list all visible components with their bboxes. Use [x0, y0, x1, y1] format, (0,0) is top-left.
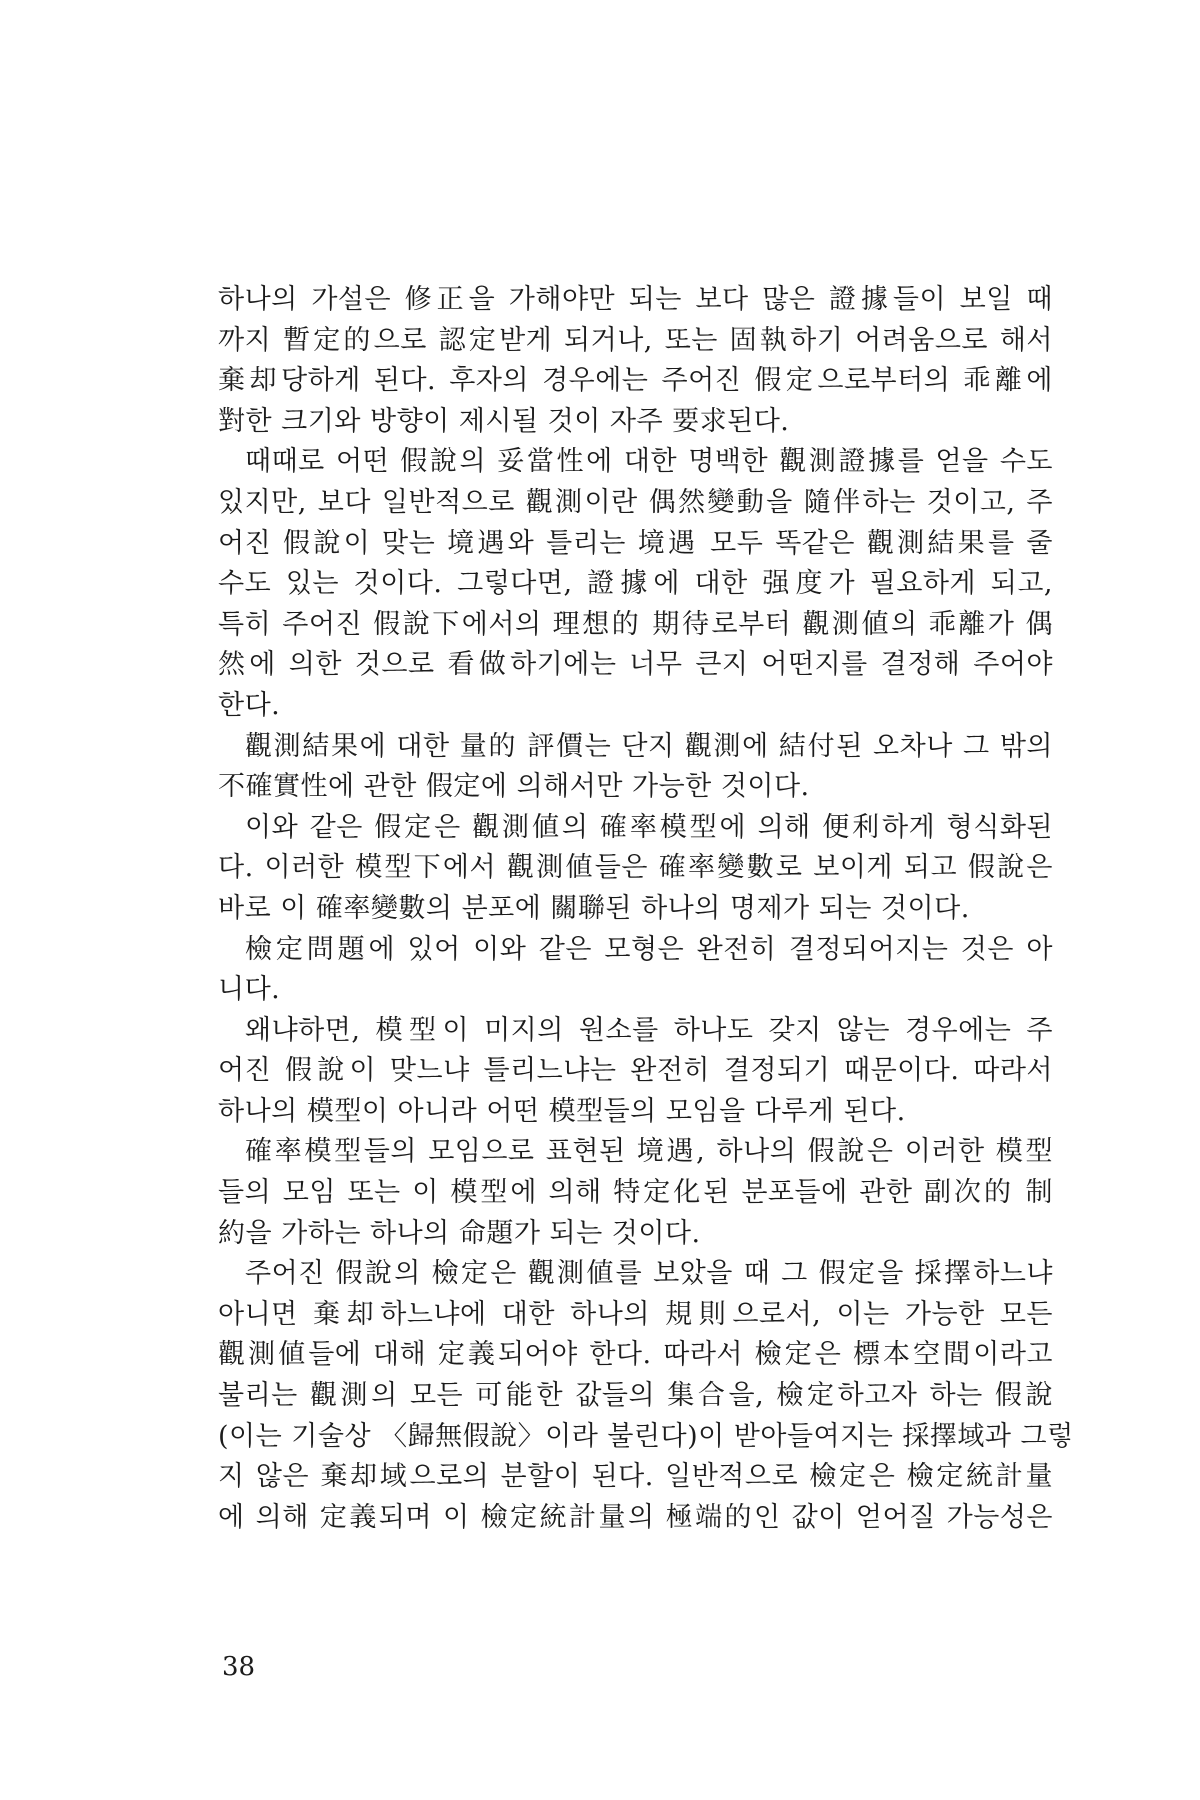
- text-line: 檢定問題에 있어 이와 같은 모형은 완전히 결정되어지는 것은 아: [245, 933, 1053, 965]
- text-line: 어진 假說이 맞느냐 틀리느냐는 완전히 결정되기 때문이다. 따라서: [218, 1055, 1053, 1087]
- text-line: 다. 이러한 模型下에서 觀測値들은 確率變數로 보이게 되고 假說은: [218, 852, 1053, 884]
- text-line: 不確實性에 관한 假定에 의해서만 가능한 것이다.: [218, 771, 810, 803]
- text-line: 있지만, 보다 일반적으로 觀測이란 偶然變動을 隨伴하는 것이고, 주: [218, 486, 1053, 518]
- text-line: 왜냐하면, 模型이 미지의 원소를 하나도 갖지 않는 경우에는 주: [245, 1014, 1053, 1046]
- text-line: 하나의 가설은 修正을 가해야만 되는 보다 많은 證據들이 보일 때: [218, 284, 1053, 315]
- text-line: 아니면 棄却하느냐에 대한 하나의 規則으로서, 이는 가능한 모든: [218, 1298, 1053, 1330]
- text-line: 確率模型들의 모임으로 표현된 境遇, 하나의 假說은 이러한 模型: [245, 1136, 1053, 1168]
- text-line: 주어진 假說의 檢定은 觀測値를 보았을 때 그 假定을 採擇하느냐: [245, 1258, 1053, 1290]
- text-line: 이와 같은 假定은 觀測値의 確率模型에 의해 便利하게 형식화된: [245, 811, 1053, 843]
- text-line: 然에 의한 것으로 看做하기에는 너무 큰지 어떤지를 결정해 주어야: [218, 649, 1053, 681]
- text-line: 하나의 模型이 아니라 어떤 模型들의 모임을 다루게 된다.: [218, 1095, 906, 1127]
- text-line: 니다.: [218, 974, 281, 1006]
- text-line: 들의 모임 또는 이 模型에 의해 特定化된 분포들에 관한 副次的 制: [218, 1177, 1053, 1209]
- text-line: 對한 크기와 방향이 제시될 것이 자주 要求된다.: [218, 405, 790, 437]
- text-line: 觀測値들에 대해 定義되어야 한다. 따라서 檢定은 標本空間이라고: [218, 1339, 1053, 1371]
- text-line: 한다.: [218, 689, 281, 721]
- text-line: (이는 기술상 〈歸無假說〉이라 불린다)이 받아들여지는 採擇域과 그렇: [218, 1420, 1074, 1452]
- text-line: 觀測結果에 대한 量的 評價는 단지 觀測에 結付된 오차나 그 밖의: [245, 730, 1053, 762]
- text-line: 특히 주어진 假說下에서의 理想的 期待로부터 觀測値의 乖離가 偶: [218, 608, 1053, 640]
- text-line: 바로 이 確率變數의 분포에 關聯된 하나의 명제가 되는 것이다.: [218, 892, 970, 924]
- text-line: 棄却당하게 된다. 후자의 경우에는 주어진 假定으로부터의 乖離에: [218, 365, 1053, 397]
- text-line: 約을 가하는 하나의 命題가 되는 것이다.: [218, 1217, 701, 1249]
- text-line: 지 않은 棄却域으로의 분할이 된다. 일반적으로 檢定은 檢定統計量: [218, 1461, 1053, 1493]
- text-line: 때때로 어떤 假說의 妥當性에 대한 명백한 觀測證據를 얻을 수도: [245, 446, 1053, 478]
- text-line: 까지 暫定的으로 認定받게 되거나, 또는 固執하기 어려움으로 해서: [218, 324, 1053, 356]
- text-line: 수도 있는 것이다. 그렇다면, 證據에 대한 强度가 필요하게 되고,: [218, 568, 1053, 600]
- body-text: [218, 280, 1074, 1538]
- page-number: 38: [222, 1652, 256, 1682]
- text-line: 어진 假說이 맞는 境遇와 틀리는 境遇 모두 똑같은 觀測結果를 줄: [218, 527, 1053, 559]
- text-line: 불리는 觀測의 모든 可能한 값들의 集合을, 檢定하고자 하는 假說: [218, 1380, 1053, 1412]
- text-line: 에 의해 定義되며 이 檢定統計量의 極端的인 값이 얻어질 가능성은: [218, 1501, 1053, 1533]
